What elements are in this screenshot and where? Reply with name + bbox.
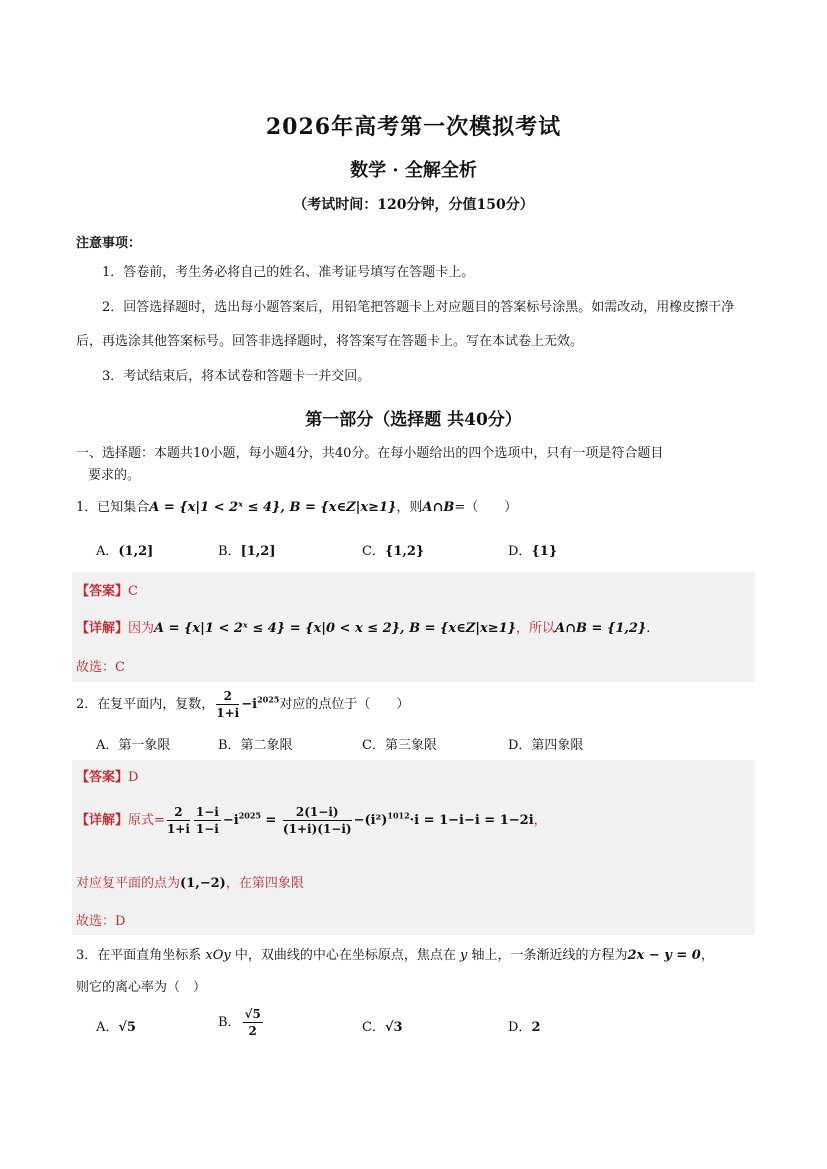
q2-stem-sup: 2025: [257, 694, 280, 705]
q2-detail-frac-2: [194, 804, 221, 837]
q3-option-d-label: D．: [508, 1020, 532, 1035]
q3-equation: 2x − y = 0: [627, 948, 701, 963]
exam-time-info: （考试时间：120分钟，分值150分）: [293, 197, 534, 213]
q2-f1-num: 2: [167, 804, 190, 821]
q2-detail-frac-3: [283, 804, 352, 837]
q1-option-a[interactable]: [96, 540, 153, 559]
q2-f1-den: 1+i: [166, 822, 190, 836]
q2-m3: ·i = 1−i−i = 1−2i: [409, 813, 534, 828]
q1-detail-prefix: 因为: [128, 621, 155, 636]
section-intro-line-1: 一、选择题：本题共10小题，每小题4分，共40分。在每小题给出的四个选项中，只有一项是符合题目: [76, 446, 664, 461]
q2-detail-prefix: 原式=: [128, 813, 165, 828]
q1-option-a-value: (1,2]: [118, 544, 154, 559]
q3-option-a[interactable]: [96, 1016, 136, 1035]
q2-stem-fraction: [216, 688, 239, 721]
q1-option-d[interactable]: [508, 540, 557, 559]
q2-m1-eq: =: [260, 813, 281, 828]
q2-detail-frac-1: [167, 804, 190, 837]
q1-option-c[interactable]: [362, 540, 424, 559]
q1-option-b-label: B．: [218, 544, 241, 559]
q1-answer-value: C: [128, 584, 138, 599]
q2-answer-value: D: [128, 770, 139, 785]
q1-stem-suffix: ，则: [396, 500, 423, 515]
q1-option-d-label: D．: [508, 544, 532, 559]
q2-option-b[interactable]: B．第二象限: [218, 738, 293, 753]
q2-stem-prefix: 2．在复平面内，复数，: [76, 697, 215, 712]
q3-option-c-value: √3: [384, 1020, 403, 1035]
q2-detail: [76, 804, 547, 837]
note-item-2: 2．回答选择题时，选出每小题答案后，用铅笔把答题卡上对应题目的答案标号涂黑。如需改动，用橡皮擦干净后，再选涂其他答案标号。回答非选择题时，将答案写在答题卡上。写在本试卷上无效。: [76, 300, 735, 349]
q2-f2-den: 1−i: [195, 822, 219, 836]
q2-m2-sup: 1012: [387, 810, 410, 821]
question-2-stem: [76, 688, 409, 721]
q2-stem-math: −i: [241, 697, 258, 712]
q1-detail-math: A = {x|1 < 2ˣ ≤ 4} = {x|0 < x ≤ 2}, B = {x∈Z|x≥1}: [154, 621, 517, 636]
q1-detail-end: .: [646, 621, 651, 636]
q3-option-b-fraction: [243, 1006, 263, 1039]
q2-m2: −(i²): [353, 813, 388, 828]
q2-option-d[interactable]: D．第四象限: [508, 738, 584, 753]
page-title: 2026年高考第一次模拟考试: [265, 114, 562, 140]
q2-answer-tag: 【答案】: [76, 770, 129, 785]
q2-m1-sup: 2025: [238, 810, 261, 821]
q2-point-math: (1,−2): [180, 876, 226, 891]
q2-point-prefix: 对应复平面的点为: [76, 876, 181, 891]
q2-f2-num: 1−i: [195, 805, 219, 819]
q1-option-b[interactable]: [218, 540, 275, 559]
q1-option-c-value: {1,2}: [384, 544, 425, 559]
q1-detail-math2: A∩B = {1,2}: [555, 621, 647, 636]
q1-stem-math2: A∩B: [422, 500, 455, 515]
q1-choose: 故选：C: [76, 660, 125, 675]
q1-detail-mid: ，所以: [516, 621, 556, 636]
q1-option-c-label: C．: [362, 544, 385, 559]
q3-option-c[interactable]: [362, 1016, 403, 1035]
q1-answer-tag: 【答案】: [76, 584, 129, 599]
question-3-stem-line-1: [76, 944, 714, 963]
q3-xoy: xOy: [205, 948, 231, 963]
q1-stem-end: =（ ）: [454, 500, 518, 515]
q2-option-a[interactable]: A．第一象限: [96, 738, 171, 753]
q2-f3-den: (1+i)(1−i): [282, 822, 352, 836]
q1-detail: [76, 617, 650, 636]
q3-mid: 中，双曲线的中心在坐标原点，焦点在: [230, 948, 461, 963]
q2-answer: [76, 766, 138, 785]
question-1-stem: [76, 496, 517, 515]
q3-mid2: 轴上，一条渐近线的方程为: [467, 948, 628, 963]
q3-y: y: [460, 948, 468, 963]
q1-option-a-label: A．: [96, 544, 119, 559]
q2-detail-end: ，: [533, 813, 547, 828]
q2-choose: 故选：D: [76, 914, 126, 929]
q2-point-line: [76, 872, 304, 891]
q3-option-b-den: 2: [248, 1024, 257, 1038]
q1-detail-tag: 【详解】: [76, 621, 129, 636]
q2-m1: −i: [222, 813, 239, 828]
q1-answer: [76, 580, 138, 599]
q2-f3-num: 2(1−i): [283, 804, 352, 821]
q1-stem-math: A = {x|1 < 2ˣ ≤ 4}, B = {x∈Z|x≥1}: [149, 500, 397, 515]
q2-detail-tag: 【详解】: [76, 813, 129, 828]
q2-frac-num: 2: [216, 688, 239, 705]
q3-option-c-label: C．: [362, 1020, 385, 1035]
q2-frac-den: 1+i: [216, 706, 240, 720]
q3-option-b-label: B．: [218, 1015, 241, 1030]
q2-answer-block: [72, 760, 755, 935]
section-title: 第一部分（选择题 共40分）: [305, 410, 522, 430]
notes-heading: 注意事项：: [76, 236, 142, 251]
q3-option-a-value: √5: [118, 1020, 136, 1035]
q2-stem-suffix: 对应的点位于（ ）: [279, 697, 410, 712]
q1-option-d-value: {1}: [531, 544, 558, 559]
note-item-1: 1．答卷前，考生务必将自己的姓名、准考证号填写在答题卡上。: [102, 265, 475, 280]
q3-option-b-num: √5: [244, 1007, 261, 1021]
note-item-3: 3．考试结束后，将本试卷和答题卡一并交回。: [102, 369, 371, 384]
q1-stem-prefix: 1．已知集合: [76, 500, 150, 515]
q2-option-c[interactable]: C．第三象限: [362, 738, 437, 753]
q3-end: ，: [700, 948, 714, 963]
section-intro-line-2: 要求的。: [88, 468, 141, 483]
question-3-stem-line-2: 则它的离心率为（ ）: [76, 980, 207, 995]
q3-option-d-value: 2: [531, 1020, 541, 1035]
q3-option-a-label: A．: [96, 1020, 119, 1035]
q2-point-suffix: ，在第四象限: [225, 876, 304, 891]
q3-option-b[interactable]: [218, 1006, 265, 1039]
q3-option-d[interactable]: [508, 1016, 540, 1035]
page-subtitle: 数学 · 全解全析: [350, 160, 477, 181]
q3-prefix: 3．在平面直角坐标系: [76, 948, 206, 963]
q1-option-b-value: [1,2]: [240, 544, 276, 559]
